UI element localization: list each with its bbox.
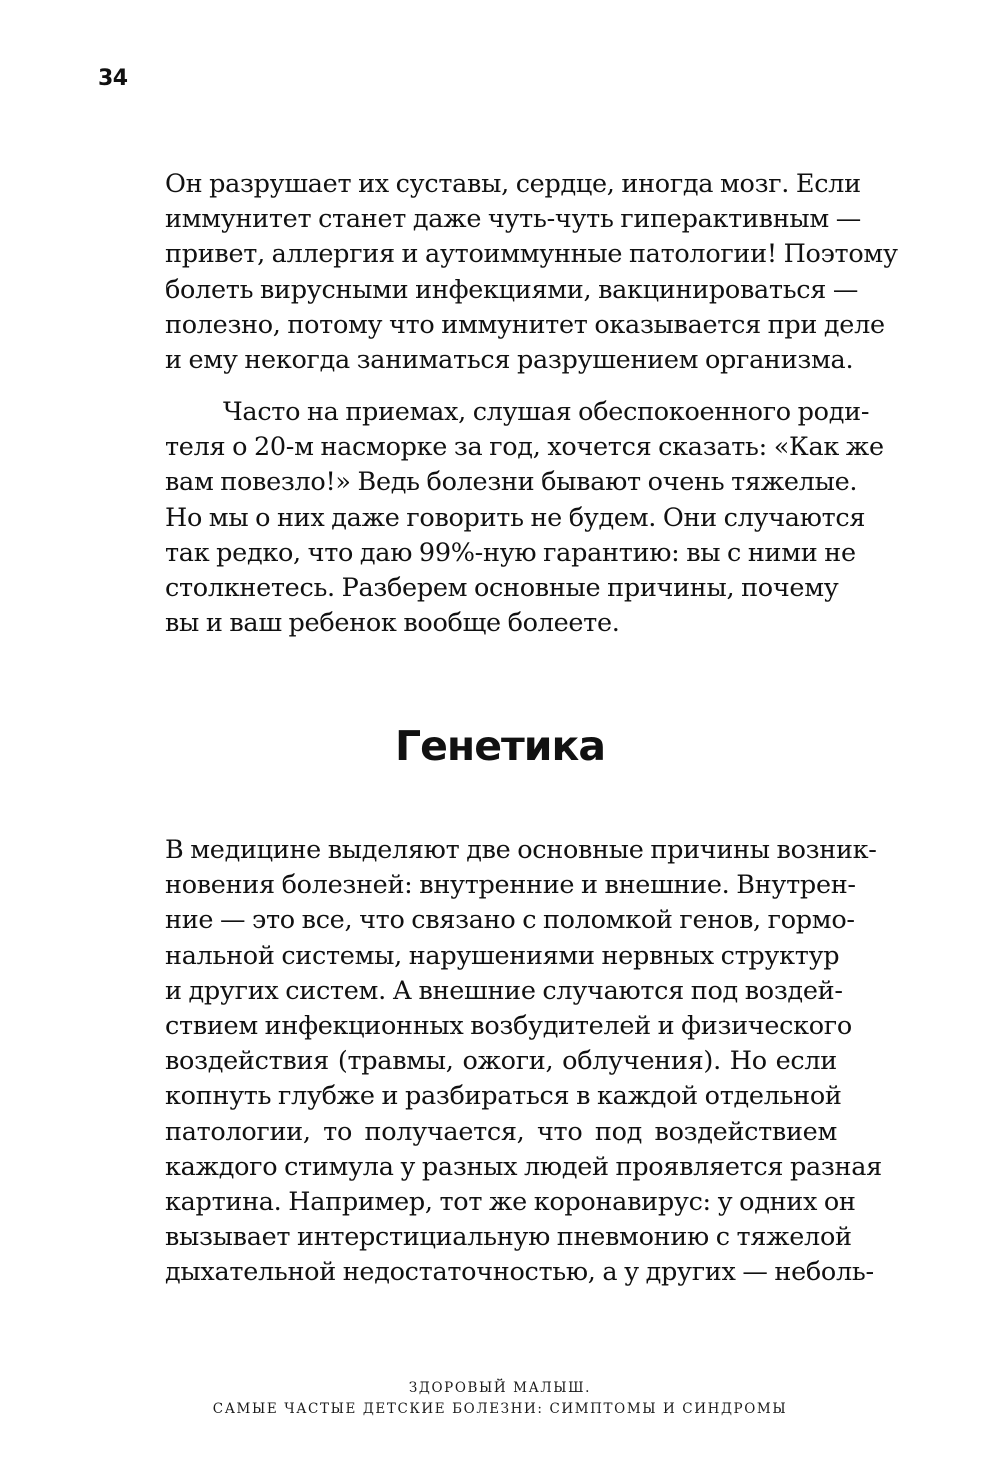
footer-book-title: ЗДОРОВЫЙ МАЛЫШ. <box>408 1380 592 1396</box>
text-line: иммунитет станет даже чуть-чуть гиперактивным — <box>165 204 861 235</box>
page-number: 34 <box>98 66 128 91</box>
text-line: новения болезней: внутренние и внешние. Внутрен- <box>165 870 856 901</box>
text-line: полезно, потому что иммунитет оказывается при деле <box>165 309 885 340</box>
text-line: вы и ваш ребенок вообще болеете. <box>165 608 620 639</box>
text-line: Он разрушает их суставы, сердце, иногда мозг. Если <box>165 169 861 199</box>
text-line: теля о 20-м насморке за год, хочется сказать: «Как же <box>165 432 884 463</box>
text-line: столкнетесь. Разберем основные причины, почему <box>165 572 839 603</box>
text-line: нальной системы, нарушениями нервных структур <box>165 940 840 971</box>
text-line: так редко, что даю 99%-ную гарантию: вы с ними не <box>165 537 856 568</box>
text-line: патологии, то получается, что под воздействием <box>165 1116 837 1147</box>
text-line: ствием инфекционных возбудителей и физического <box>165 1010 852 1041</box>
text-line: вызывает интерстициальную пневмонию с тяжелой <box>165 1222 852 1253</box>
paragraph-consultations <box>165 395 884 641</box>
footer-book-subtitle: САМЫЕ ЧАСТЫЕ ДЕТСКИЕ БОЛЕЗНИ: СИМПТОМЫ И СИНДРОМЫ <box>212 1401 788 1417</box>
text-line: воздействия (травмы, ожоги, облучения). Но если <box>165 1046 837 1077</box>
section-heading: Генетика <box>394 722 606 770</box>
text-line: ние — это все, что связано с поломкой генов, гормо- <box>165 905 855 936</box>
text-line: вам повезло!» Ведь болезни бывают очень тяжелые. <box>165 467 858 498</box>
text-line: и других систем. А внешние случаются под воздей- <box>165 975 843 1006</box>
text-line: болеть вирусными инфекциями, вакцинироваться — <box>165 274 859 305</box>
text-line: копнуть глубже и разбираться в каждой отдельной <box>165 1081 842 1112</box>
text-line: дыхательной недостаточностью, а у других — неболь- <box>165 1257 874 1288</box>
paragraph-immunity <box>165 167 898 378</box>
text-line: картина. Например, тот же коронавирус: у одних он <box>165 1186 856 1217</box>
running-footer <box>0 1378 1000 1420</box>
text-line: Часто на приемах, слушая обеспокоенного роди- <box>223 397 870 427</box>
text-line: привет, аллергия и аутоиммунные патологии! Поэтому <box>165 239 898 270</box>
text-line: Но мы о них даже говорить не будем. Они случаются <box>165 502 866 533</box>
text-line: каждого стимула у разных людей проявляется разная <box>165 1151 882 1182</box>
text-line: В медицине выделяют две основные причины возник- <box>165 835 877 865</box>
text-line: и ему некогда заниматься разрушением организма. <box>165 344 854 375</box>
paragraph-genetics <box>165 833 882 1290</box>
